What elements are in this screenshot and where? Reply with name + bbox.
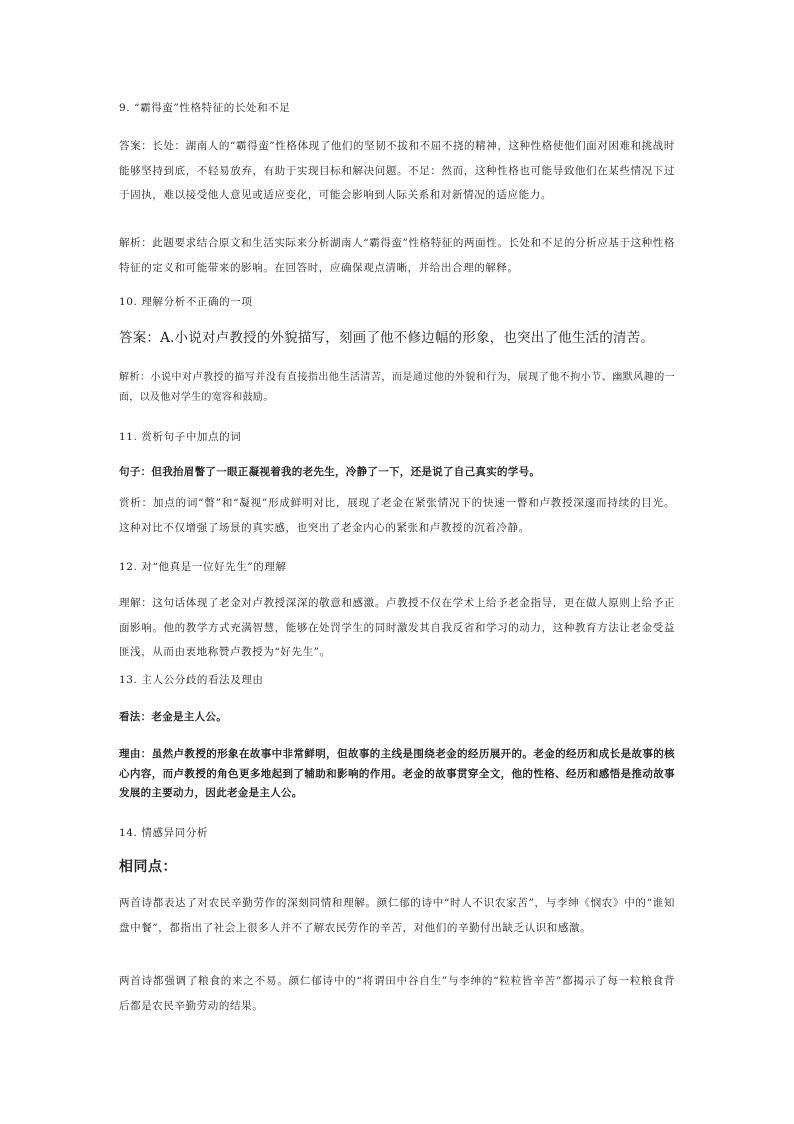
q10-heading: 10. 理解分析不正确的一项 (119, 296, 253, 308)
q14-point2: 两首诗都强调了粮食的来之不易。颜仁郁诗中的“将谓田中谷自生”与李绅的“粒粒皆辛苦”都揭示了每一粒粮食背后都是农民辛勤劳动的结果。 (119, 975, 675, 1012)
q13-view: 看法：老金是主人公。 (119, 711, 227, 723)
q11-sentence: 句子：但我抬眉瞥了一眼正凝视着我的老先生，冷静了一下，还是说了自己真实的学号。 (119, 466, 541, 478)
q14-heading: 14. 情感异同分析 (119, 827, 209, 839)
q9-heading: 9. “霸得蛮”性格特征的长处和不足 (119, 102, 291, 114)
q14-subheading: 相同点： (119, 859, 177, 875)
q9-answer: 答案：长处：湖南人的“霸得蛮”性格体现了他们的坚韧不拔和不屈不挠的精神，这种性格使他们面对困难和挑战时能够坚持到底，不轻易放弃，有助于实现目标和解决问题。不足：然而，这种性格也可能导致他们在某些情况下过于固执，难以接受他人意见或适应变化，可能会影响到人际关系和对新情况的适应能力。 (119, 140, 675, 201)
q13-reason: 理由：虽然卢教授的形象在故事中非常鲜明，但故事的主线是围绕老金的经历展开的。老金的经历和成长是故事的核心内容，而卢教授的角色更多地起到了辅助和影响的作用。老金的故事贯穿全文，他的性格、经历和感悟是推动故事发展的主要动力，因此老金是主人公。 (119, 748, 675, 799)
q12-understanding: 理解：这句话体现了老金对卢教授深深的敬意和感激。卢教授不仅在学术上给予老金指导，更在做人原则上给予正面影响。他的教学方式充满智慧，能够在处罚学生的同时激发其自我反省和学习的动力，这种教育方法让老金受益匪浅，从而由衷地称赞卢教授为“好先生”。 (119, 597, 675, 658)
q11-heading: 11. 赏析句子中加点的词 (119, 431, 242, 443)
q13-heading: 13. 主人公分歧的看法及理由 (119, 674, 264, 686)
q14-point1: 两首诗都表达了对农民辛勤劳作的深刻同情和理解。颜仁郁的诗中“时人不识农家苦”，与李绅《悯农》中的“谁知盘中餐”，都指出了社会上很多人并不了解农民劳作的辛苦，对他们的辛勤付出缺乏认识和感激。 (119, 897, 675, 934)
q9-analysis: 解析：此题要求结合原文和生活实际来分析湖南人“霸得蛮”性格特征的两面性。长处和不足的分析应基于这种性格特征的定义和可能带来的影响。在回答时，应确保观点清晰，并给出合理的解释。 (119, 237, 675, 274)
q10-answer: 答案：A.小说对卢教授的外貌描写，刻画了他不修边幅的形象，也突出了他生活的清苦。 (119, 330, 655, 346)
q11-appreciation: 赏析：加点的词“瞥”和“凝视”形成鲜明对比，展现了老金在紧张情况下的快速一瞥和卢教授深邃而持续的目光。这种对比不仅增强了场景的真实感，也突出了老金内心的紧张和卢教授的沉着冷静。 (119, 497, 675, 534)
q10-analysis: 解析：小说中对卢教授的描写并没有直接指出他生活清苦，而是通过他的外貌和行为，展现了他不拘小节、幽默风趣的一面，以及他对学生的宽容和鼓励。 (119, 372, 675, 403)
q12-heading: 12. 对“他真是一位好先生”的理解 (119, 561, 287, 573)
